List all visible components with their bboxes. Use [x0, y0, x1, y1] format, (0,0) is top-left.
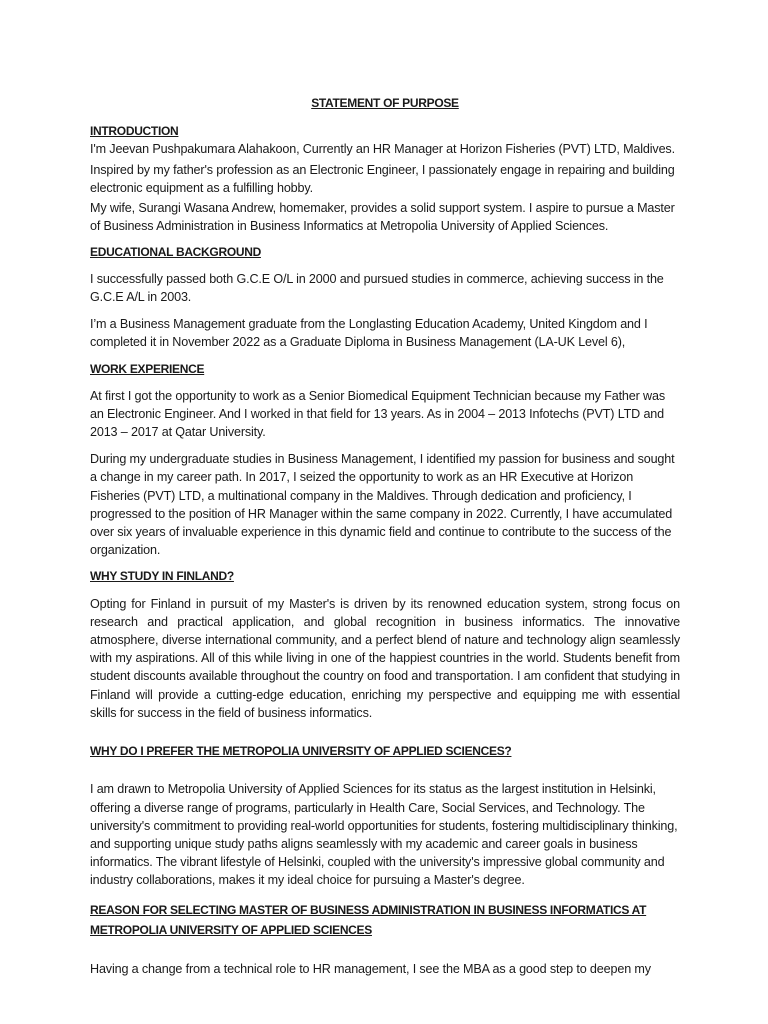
- finland-paragraph: Opting for Finland in pursuit of my Master's is driven by its renowned education system, strong focus on research and practical application, and global recognition in business informatics. The innovative atmosphere, diverse international community, and a perfect blend of nature and technology align seamlessly with my aspirations. All of this while living in one of the happiest countries in the world. Students benefit from student discounts available throughout the country on food and transportation. I am confident that studying in Finland will provide a cutting-edge education, enriching my perspective and equipping me with essential skills for success in the field of business informatics.: [90, 596, 680, 720]
- document-body: [90, 94, 680, 978]
- introduction-paragraph-2: Inspired by my father's profession as an Electronic Engineer, I passionately engage in repairing and building electronic equipment as a fulfilling hobby.: [90, 162, 675, 195]
- page-title: STATEMENT OF PURPOSE: [311, 96, 459, 110]
- work-experience-heading: WORK EXPERIENCE: [90, 362, 205, 377]
- introduction-paragraph-1: I'm Jeevan Pushpakumara Alahakoon, Currently an HR Manager at Horizon Fisheries (PVT) LTD, Maldives.: [90, 142, 675, 157]
- mba-reason-paragraph: Having a change from a technical role to HR management, I see the MBA as a good step to deepen my: [90, 961, 651, 976]
- introduction-heading: INTRODUCTION: [90, 124, 179, 139]
- introduction-paragraph-3: My wife, Surangi Wasana Andrew, homemaker, provides a solid support system. I aspire to pursue a Master of Business Administration in Business Informatics at Metropolia University of Applied Sciences.: [90, 201, 675, 234]
- education-heading: EDUCATIONAL BACKGROUND: [90, 245, 261, 260]
- mba-reason-heading: REASON FOR SELECTING MASTER OF BUSINESS ADMINISTRATION IN BUSINESS INFORMATICS AT METROPOLIA UNIVERSITY OF APPLIED SCIENCES: [90, 902, 647, 937]
- work-experience-paragraph-2: During my undergraduate studies in Business Management, I identified my passion for business and sought a change in my career path. In 2017, I seized the opportunity to work as an HR Executive at Horizon Fisheries (PVT) LTD, a multinational company in the Maldives. Through dedication and proficiency, I progressed to the position of HR Manager within the same company in 2022. Currently, I have accumulated over six years of invaluable experience in this dynamic field and continue to contribute to the success of the organization.: [90, 452, 675, 558]
- work-experience-paragraph-1: At first I got the opportunity to work as a Senior Biomedical Equipment Technician because my Father was an Electronic Engineer. And I worked in that field for 13 years. As in 2004 – 2013 Infotechs (PVT) LTD and 2013 – 2017 at Qatar University.: [90, 388, 665, 440]
- education-paragraph-1: I successfully passed both G.C.E O/L in 2000 and pursued studies in commerce, achieving success in the G.C.E A/L in 2003.: [90, 271, 664, 304]
- metropolia-paragraph: I am drawn to Metropolia University of Applied Sciences for its status as the largest institution in Helsinki, offering a diverse range of programs, particularly in Health Care, Social Services, and Technology. The university's commitment to providing real-world opportunities for students, fostering multidisciplinary thinking, and supporting unique study paths aligns seamlessly with my academic and career goals in business informatics. The vibrant lifestyle of Helsinki, coupled with the university's impressive global community and industry collaborations, makes it my ideal choice for pursuing a Master's degree.: [90, 782, 678, 888]
- finland-heading: WHY STUDY IN FINLAND?: [90, 569, 234, 584]
- education-paragraph-2: I’m a Business Management graduate from the Longlasting Education Academy, United Kingdom and I completed it in November 2022 as a Graduate Diploma in Business Management (LA-UK Level 6),: [90, 317, 648, 350]
- metropolia-heading: WHY DO I PREFER THE METROPOLIA UNIVERSITY OF APPLIED SCIENCES?: [90, 744, 512, 759]
